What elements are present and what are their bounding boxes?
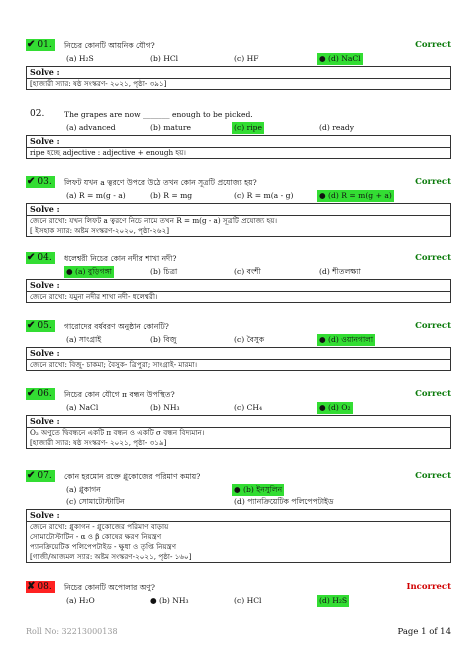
solve-label: Solve :	[27, 67, 450, 79]
question-number-badge: ✔ 03.	[26, 176, 55, 188]
roll-number: Roll No: 32213000138	[26, 627, 118, 636]
option-a: (a) H₂S	[66, 54, 94, 63]
solve-label: Solve :	[27, 510, 450, 522]
checkmark-icon: ✔	[27, 470, 36, 481]
solve-label: Solve :	[27, 416, 450, 428]
option-a: (a) advanced	[66, 123, 116, 132]
solve-box	[26, 415, 451, 449]
status-label: Correct	[415, 40, 451, 50]
solve-line: [হাজারী স্যার: ষষ্ঠ সংস্করণ- ২০২১, পৃষ্ঠা- ৩৯১]	[30, 79, 167, 88]
option-c: (c) CH₄	[234, 403, 263, 412]
solve-box	[26, 347, 451, 371]
option-c: (c) সোমাটোস্টাটিন	[66, 497, 125, 506]
solve-box	[26, 509, 451, 563]
option-c: (c) HF	[234, 54, 259, 63]
solve-label: Solve :	[27, 348, 450, 360]
solve-line: জেনে রাখো: গ্লুকাগন - গ্লুকোজের পরিমাণ বাড়ায়	[30, 522, 169, 531]
cross-icon: ✘	[27, 581, 36, 592]
option-d: (d) শীতলক্ষ্যা	[319, 267, 361, 276]
solve-line: প্যানক্রিয়েটিক পলিপেপটাইড - ক্ষুধা ও তৃপ্তি নিয়ন্ত্রণ	[30, 542, 177, 551]
option-a: (a) গ্লুকাগন	[66, 485, 101, 494]
status-label: Incorrect	[406, 582, 451, 592]
status-label: Correct	[415, 177, 451, 187]
solve-line: জেনে রাখো: বিজু- চাকমা; বৈসুক- ত্রিপুরা; সাংগ্রাই- মারমা।	[30, 360, 198, 369]
question-text: কোন হরমোন রক্তে গ্লুকোজের পরিমাণ কমায়?	[64, 472, 201, 481]
question-2	[26, 108, 451, 159]
option-d-selected: ● (d) NaCl	[319, 54, 361, 63]
option-a-selected: ● (a) বুড়িগঙ্গা	[66, 267, 112, 276]
option-d-selected: ● (d) ওয়ানগালা	[319, 335, 374, 344]
option-c: (c) HCl	[234, 596, 262, 605]
option-a: (a) R = m(g - a)	[66, 191, 126, 200]
question-number-badge: ✔ 01.	[26, 39, 55, 51]
question-4	[26, 252, 451, 303]
solve-line: সোমাটোস্টাটিন - α ও β কোষের ক্ষরণ নিয়ন্ত্রণ	[30, 532, 162, 541]
solve-line: ripe হচ্ছে adjective : adjective + enough হয়।	[30, 148, 186, 157]
option-b: (b) চিত্রা	[150, 267, 178, 276]
option-c: (c) বৈসুক	[234, 335, 265, 344]
option-b: (b) HCl	[150, 54, 179, 63]
option-d: (d) ready	[319, 123, 355, 132]
solve-line: জেনে রাখো: যখন লিফট a ত্বরণে নিচে নামে তখন R = m(g - a) সূত্রটি প্রযোজ্য হয়।	[30, 216, 278, 225]
question-text: ধলেশ্বরী নিচের কোন নদীর শাখা নদী?	[64, 254, 177, 263]
solve-box	[26, 279, 451, 303]
status-label: Correct	[415, 389, 451, 399]
checkmark-icon: ✔	[27, 252, 36, 263]
status-label: Correct	[415, 471, 451, 481]
question-number-badge: ✘ 08.	[26, 581, 55, 593]
solve-label: Solve :	[27, 280, 450, 292]
status-label: Correct	[415, 253, 451, 263]
option-b: (b) NH₃	[150, 403, 180, 412]
question-6	[26, 388, 451, 449]
question-7	[26, 470, 451, 563]
checkmark-icon: ✔	[27, 320, 36, 331]
checkmark-icon: ✔	[27, 39, 36, 50]
solve-line: O₂ অণুতে দ্বিবন্ধনে একটি π বন্ধন ও একটি σ বন্ধন বিদ্যমান।	[30, 428, 205, 437]
solve-box	[26, 203, 451, 237]
option-b-selected: ● (b) NH₃	[150, 596, 189, 605]
question-text: নিচের কোনটি অপোলার অণু?	[64, 583, 155, 592]
option-d-correct: (d) H₂S	[319, 596, 348, 605]
question-1	[26, 39, 451, 90]
option-a: (a) H₂O	[66, 596, 95, 605]
question-number-badge: ✔ 07.	[26, 470, 55, 482]
question-number-badge: ✔ 06.	[26, 388, 55, 400]
option-b-selected: ● (b) ইনসুলিন	[234, 485, 283, 494]
question-number-badge: ✔ 04.	[26, 252, 55, 264]
solve-label: Solve :	[27, 136, 450, 148]
option-d-selected: ● (d) R = m(g + a)	[319, 191, 392, 200]
question-number-badge: ✔ 05.	[26, 320, 55, 332]
question-text: নিচের কোন যৌগে π বন্ধন উপস্থিত?	[64, 390, 175, 399]
question-5	[26, 320, 451, 371]
page-number: Page 1 of 14	[397, 627, 451, 637]
solve-line: [গাজী/আজমল স্যার: অষ্টম সংস্করণ-২০২১, পৃষ্ঠা- ১৬০]	[30, 552, 192, 561]
status-label: Correct	[415, 321, 451, 331]
option-c-correct: (c) ripe	[234, 123, 263, 132]
question-number: 02.	[30, 109, 45, 119]
question-3	[26, 176, 451, 237]
solve-line: [ ইসহাক স্যার: অষ্টম সংস্করণ-২০২০, পৃষ্ঠা-২৬২]	[30, 226, 170, 235]
option-b: (b) mature	[150, 123, 191, 132]
solve-box	[26, 135, 451, 159]
question-text: The grapes are now _______ enough to be picked.	[64, 110, 253, 119]
option-b: (b) বিজু	[150, 335, 177, 344]
question-text: নিচের কোনটি আয়নিক যৌগ?	[64, 41, 155, 50]
checkmark-icon: ✔	[27, 388, 36, 399]
question-text: গারোদের বর্ষবরণ অনুষ্ঠান কোনটি?	[64, 322, 169, 331]
option-a: (a) সাংগ্রাই	[66, 335, 102, 344]
option-b: (b) R = mg	[150, 191, 193, 200]
solve-label: Solve :	[27, 204, 450, 216]
question-text: লিফট যখন a ত্বরণে উপরে উঠে তখন কোন সূত্রটি প্রযোজ্য হয়?	[64, 178, 257, 187]
solve-line: জেনে রাখো: যমুনা নদীর শাখা নদী- ধলেশ্বরী।	[30, 292, 158, 301]
option-a: (a) NaCl	[66, 403, 99, 412]
option-c: (c) R = m(a - g)	[234, 191, 294, 200]
solve-box	[26, 66, 451, 90]
solve-line: [হাজারী স্যার: ষষ্ঠ সংস্করণ- ২০২১, পৃষ্ঠা- ৩১৯]	[30, 438, 167, 447]
option-c: (c) বংশী	[234, 267, 261, 276]
checkmark-icon: ✔	[27, 176, 36, 187]
question-8	[26, 581, 451, 607]
option-d: (d) প্যানক্রিয়েটিক পলিপেপটাইড	[234, 497, 334, 506]
option-d-selected: ● (d) O₂	[319, 403, 351, 412]
